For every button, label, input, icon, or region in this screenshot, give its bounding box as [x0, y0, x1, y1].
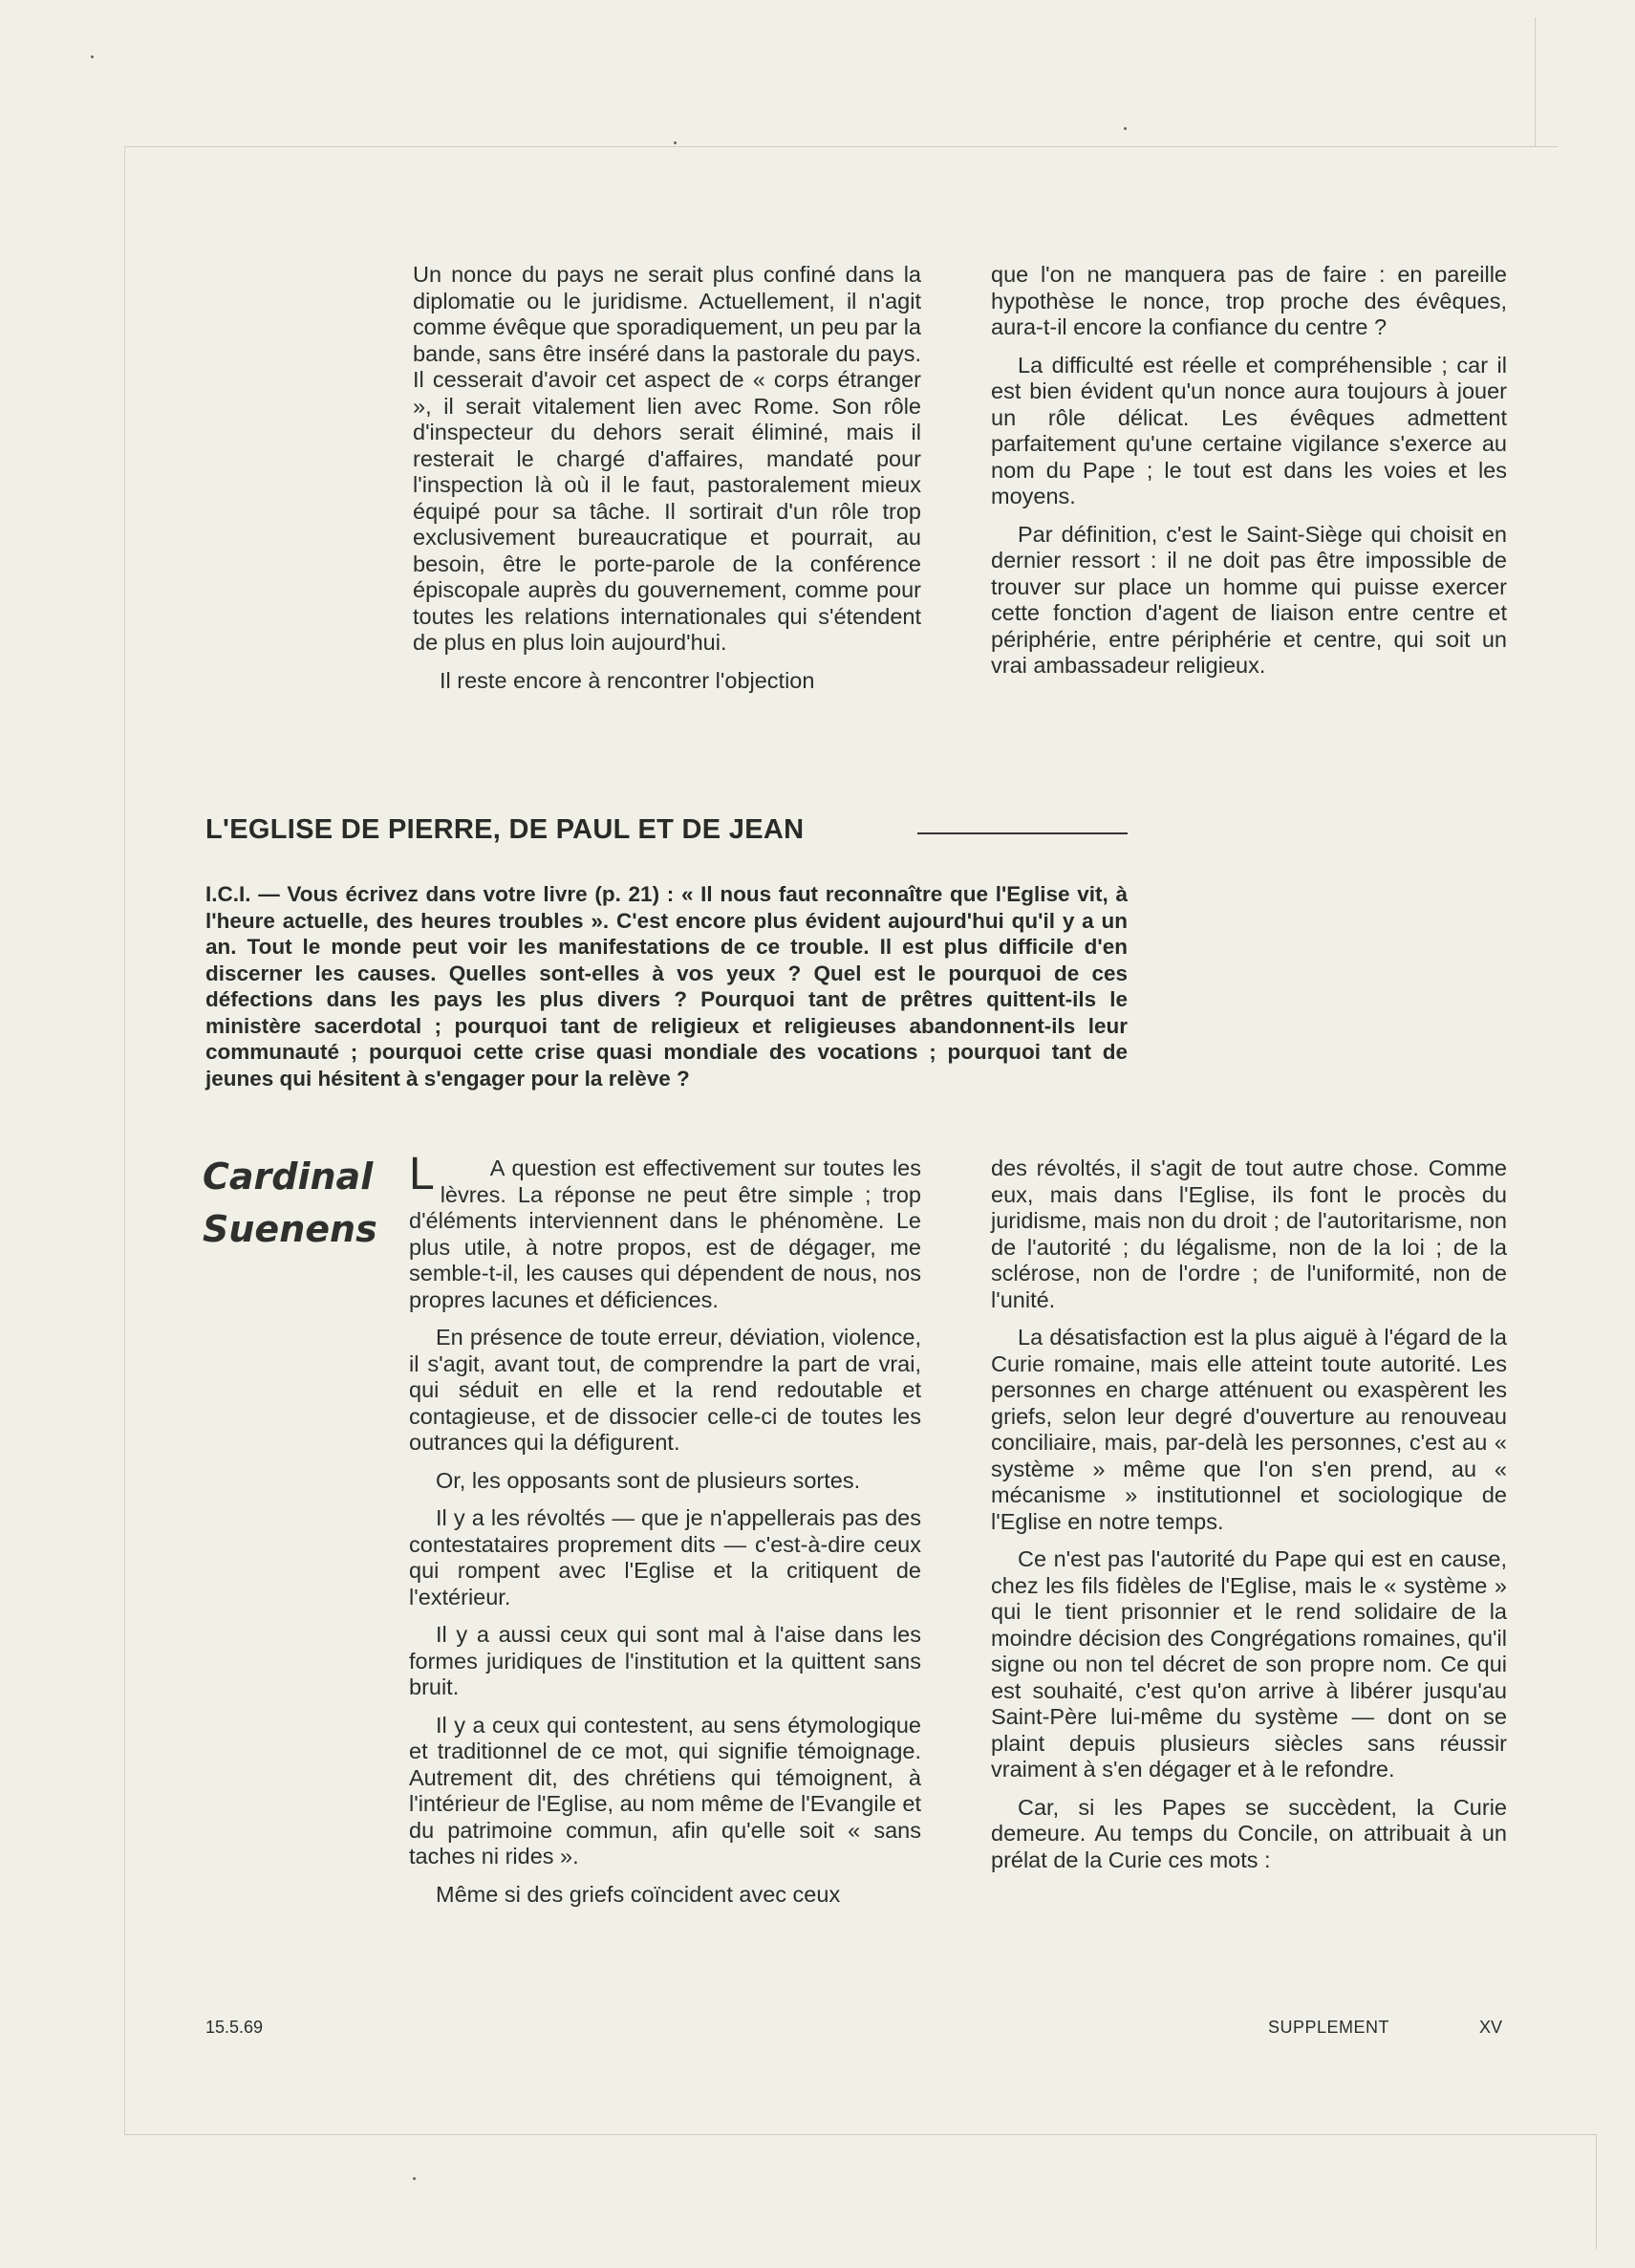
paragraph: Il y a ceux qui contestent, au sens étymologique et traditionnel de ce mot, qui signifie témoignage. Autrement dit, des chrétiens qui témoignent, à l'intérieur de l'Eglise, au nom même de l'Evangile et du patrimoine commun, afin qu'elle soit « sans taches ni rides ».	[409, 1712, 921, 1868]
paragraph: Car, si les Papes se succèdent, la Curie demeure. Au temps du Concile, on attribuait à un prélat de la Curie ces mots :	[991, 1794, 1507, 1872]
paragraph-text: A question est effectivement sur toutes les lèvres. La réponse ne peut être simple ; trop d'éléments interviennent dans le phénomène. Le plus utile, à notre propos, est de dégager, me semble-t-il, les causes qui dépendent de nous, nos propres lacunes et déficiences.	[409, 1156, 921, 1312]
paragraph: Même si des griefs coïncident avec ceux	[436, 1881, 841, 1907]
dust-speck	[674, 141, 677, 144]
speaker-line: Cardinal	[203, 1156, 374, 1198]
paragraph: Il y a aussi ceux qui sont mal à l'aise dans les formes juridiques de l'institution et la quittent sans bruit.	[409, 1622, 921, 1699]
paragraph	[409, 1149, 921, 1313]
paragraph: La difficulté est réelle et compréhensible ; car il est bien évident qu'un nonce aura toujours à jouer un rôle délicat. Les évêques admettent parfaitement qu'une certaine vigilance s'exerce au nom du Pape ; le tout est dans les voies et les moyens.	[991, 352, 1507, 508]
page-number: XV	[1479, 2018, 1503, 2037]
paragraph: La désatisfaction est la plus aiguë à l'égard de la Curie romaine, mais elle atteint toute autorité. Les personnes en charge atténuent ou exaspèrent les griefs, selon leur degré d'ouverture au renouveau conciliaire, mais, par-delà les personnes, c'est au « système » même que l'on s'en prend, au « mécanisme » institutionnel et sociologique de l'Eglise en notre temps.	[991, 1325, 1507, 1534]
paragraph: Il reste encore à rencontrer l'objection	[440, 667, 815, 693]
top-right-column	[991, 262, 1507, 691]
dust-speck	[1124, 127, 1127, 130]
speaker-line: Suenens	[203, 1208, 377, 1250]
sheet-edge	[1596, 2134, 1597, 2249]
sheet-edge	[124, 146, 1558, 147]
issue-date: 15.5.69	[205, 2018, 264, 2037]
sheet-edge	[124, 146, 125, 2134]
paragraph: Or, les opposants sont de plusieurs sortes.	[436, 1467, 861, 1493]
top-left-column	[413, 262, 921, 705]
answer-right-column	[991, 1156, 1507, 1885]
heading-rule	[917, 832, 1128, 834]
section-heading: L'EGLISE DE PIERRE, DE PAUL ET DE JEAN	[205, 814, 805, 845]
paragraph: Il y a les révoltés — que je n'appellerais pas des contestataires proprement dits — c'est-à-dire ceux qui rompent avec l'Eglise et la critiquent de l'extérieur.	[409, 1505, 921, 1609]
speaker-name	[203, 1151, 377, 1256]
paragraph: Par définition, c'est le Saint-Siège qui choisit en dernier ressort : il ne doit pas être impossible de trouver sur place un homme qui puisse exercer cette fonction d'agent de liaison entre centre et périphérie, entre périphérie et centre, qui soit un vrai ambassadeur religieux.	[991, 521, 1507, 678]
paragraph: Ce n'est pas l'autorité du Pape qui est en cause, chez les fils fidèles de l'Eglise, mais le « système » qui le tient prisonnier et le rend solidaire de la moindre décision des Congrégations romaines, qu'il signe ou non tel décret de son propre nom. Ce qui est souhaité, c'est qu'on arrive à libérer jusqu'au Saint-Père lui-même du système — dont on se plaint depuis plusieurs siècles sans réussir vraiment à s'en dégager et à le refondre.	[991, 1546, 1507, 1782]
drop-cap: L	[409, 1149, 435, 1199]
sheet-edge	[124, 2134, 1596, 2135]
supplement-label: SUPPLEMENT	[1268, 2018, 1390, 2037]
dust-speck	[91, 55, 94, 58]
paragraph: que l'on ne manquera pas de faire : en pareille hypothèse le nonce, trop proche des évêques, aura-t-il encore la confiance du centre ?	[991, 262, 1507, 339]
interview-question: I.C.I. — Vous écrivez dans votre livre (p. 21) : « Il nous faut reconnaître que l'Eglise vit, à l'heure actuelle, des heures troubles ». C'est encore plus évident aujourd'hui qu'il y a un an. Tout le monde peut voir les manifestations de ce trouble. Il est plus difficile d'en discerner les causes. Quelles sont-elles à vos yeux ? Quel est le pourquoi de ces défections dans les pays les plus divers ? Pourquoi tant de prêtres quittent-ils le ministère sacerdotal ; pourquoi tant de religieux et religieuses abandonnent-ils leur communauté ; pourquoi cette crise quasi mondiale des vocations ; pourquoi tant de jeunes qui hésitent à s'engager pour la relève ?	[205, 882, 1128, 1091]
sheet-edge	[1535, 17, 1536, 146]
paragraph: Un nonce du pays ne serait plus confiné dans la diplomatie ou le juridisme. Actuellement, il n'agit comme évêque que sporadiquement, un peu par la bande, sans être inséré dans la pastorale du pays. Il cesserait d'avoir cet aspect de « corps étranger », il serait vitalement lien avec Rome. Son rôle d'inspecteur du dehors serait éliminé, mais il resterait le chargé d'affaires, mandaté pour l'inspection là où il le faut, pastoralement mieux équipé pour sa tâche. Il sortirait d'un rôle trop exclusivement bureaucratique et pourrait, au besoin, être le porte-parole de la conférence épiscopale auprès du gouvernement, comme pour toutes les relations internationales qui s'étendent de plus en plus loin aujourd'hui.	[413, 262, 921, 655]
paragraph: des révoltés, il s'agit de tout autre chose. Comme eux, mais dans l'Eglise, ils font le procès du juridisme, mais non du droit ; de l'autoritarisme, non de l'autorité ; du légalisme, non de la loi ; de la sclérose, non de l'ordre ; de l'uniformité, non de l'unité.	[991, 1156, 1507, 1312]
dust-speck	[413, 2177, 416, 2180]
paragraph: En présence de toute erreur, déviation, violence, il s'agit, avant tout, de comprendre la part de vrai, qui séduit en elle et la rend redoutable et contagieuse, et de dissocier celle-ci de toutes les outrances qui la défigurent.	[409, 1325, 921, 1455]
answer-left-column	[409, 1149, 921, 1919]
